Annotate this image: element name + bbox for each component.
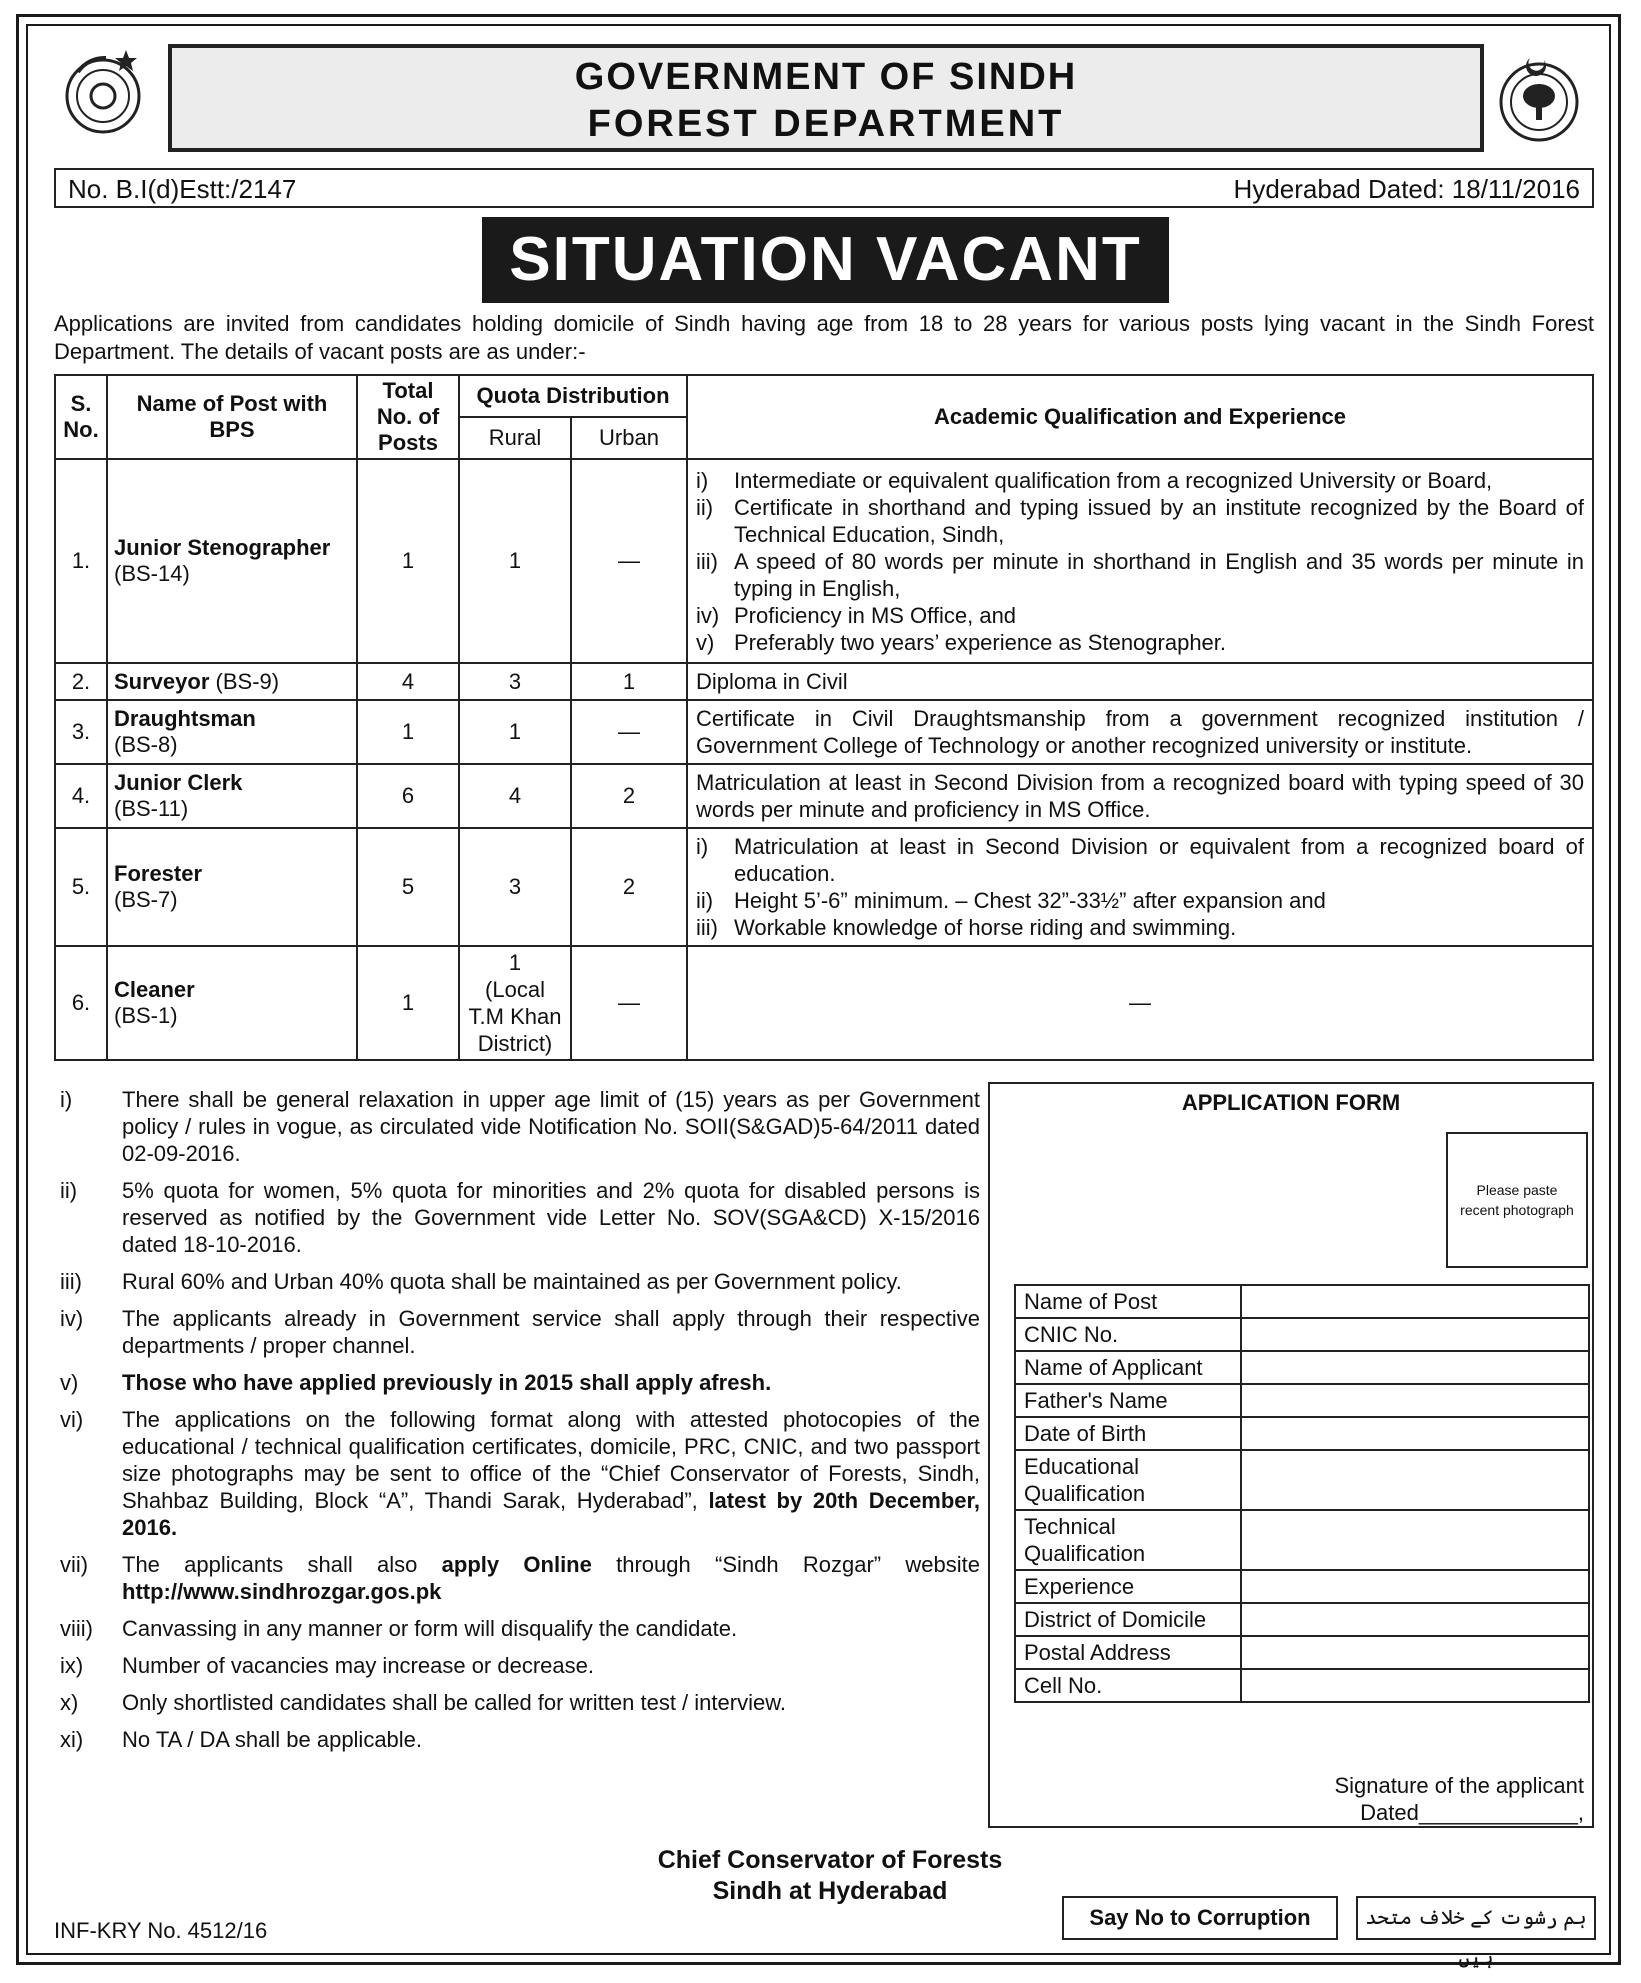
qual-num: iii) <box>696 548 718 574</box>
cell-rural: 1 <box>459 459 571 663</box>
post-name: Cleaner <box>114 977 195 1002</box>
note-text: Rural 60% and Urban 40% quota shall be maintained as per Government policy. <box>122 1269 902 1294</box>
note-text-part: through “Sindh Rozgar” website <box>591 1552 980 1577</box>
field-value[interactable] <box>1241 1351 1589 1384</box>
col-header-total: Total No. of Posts <box>357 375 459 459</box>
cell-sno: 1. <box>55 459 107 663</box>
field-label: Cell No. <box>1015 1669 1241 1702</box>
post-bps: (BS-1) <box>114 1003 178 1028</box>
vacancy-table <box>54 374 1594 1061</box>
field-label: Educational Qualification <box>1015 1450 1241 1510</box>
qual-text: Matriculation at least in Second Division or equivalent from a recognized board of education. <box>734 834 1584 886</box>
qual-text: Certificate in shorthand and typing issued by an institute recognized by the Board of Technical Education, Sindh, <box>734 494 1584 547</box>
rural-line: District) <box>477 1031 553 1056</box>
post-bps: (BS-11) <box>114 796 189 821</box>
post-name: Forester <box>114 861 203 886</box>
header-government: GOVERNMENT OF SINDH <box>574 56 1078 98</box>
form-row <box>1015 1603 1589 1636</box>
qual-item <box>696 548 1584 602</box>
header-department: FOREST DEPARTMENT <box>587 103 1065 145</box>
qual-text: Height 5’-6” minimum. – Chest 32”-33½” after expansion and <box>734 888 1326 913</box>
anti-corruption-badge: Say No to Corruption <box>1062 1896 1338 1940</box>
note-num: v) <box>60 1370 79 1395</box>
note-text: Those who have applied previously in 2015 shall apply afresh. <box>122 1370 772 1395</box>
cell-urban: 1 <box>571 663 687 700</box>
authority-location: Sindh at Hyderabad <box>712 1877 948 1905</box>
note-text: No TA / DA shall be applicable. <box>122 1727 423 1752</box>
cell-sno: 5. <box>55 828 107 946</box>
cell-rural: 3 <box>459 828 571 946</box>
table-row <box>55 764 1593 828</box>
note-num: ii) <box>60 1178 78 1203</box>
list-item <box>60 1652 980 1679</box>
cell-urban: — <box>571 946 687 1060</box>
list-item <box>60 1268 980 1295</box>
field-value[interactable] <box>1241 1636 1589 1669</box>
note-num: iv) <box>60 1306 84 1331</box>
field-label: Date of Birth <box>1015 1417 1241 1450</box>
cell-total: 4 <box>357 663 459 700</box>
rural-line: T.M Khan <box>468 1004 562 1029</box>
post-bps: (BS-9) <box>215 668 280 694</box>
note-text: Canvassing in any manner or form will disqualify the candidate. <box>122 1616 738 1641</box>
qual-item <box>696 494 1584 548</box>
note-apply-online: apply Online <box>441 1552 592 1577</box>
qual-text: Proficiency in MS Office, and <box>734 602 1017 628</box>
table-row <box>55 663 1593 700</box>
form-row <box>1015 1510 1589 1570</box>
cell-urban: 2 <box>571 828 687 946</box>
note-num: viii) <box>60 1616 93 1641</box>
qual-text: Workable knowledge of horse riding and swimming. <box>734 915 1237 940</box>
qual-num: ii) <box>696 888 714 913</box>
page-title: SITUATION VACANT <box>482 217 1169 303</box>
note-num: ix) <box>60 1653 84 1678</box>
cell-qualification <box>687 828 1593 946</box>
cell-qualification: Diploma in Civil <box>687 663 1593 700</box>
qual-text: A speed of 80 words per minute in shorthand in English and 35 words per minute in typing in English, <box>734 548 1584 601</box>
note-text-part: The applications on the following format along with attested photocopies of the educational / technical qualification certificates, domicile, PRC, CNIC, and two passport size photographs may be sent to office of the “Chief Conservator of Forests, Sindh, Shahbaz Building, Block “A”, Thandi Sarak, Hyderabad”, <box>122 1407 980 1513</box>
cell-qualification <box>687 459 1593 663</box>
col-header-urban: Urban <box>571 417 687 459</box>
cell-rural <box>459 946 571 1060</box>
form-fields-table <box>1014 1284 1590 1703</box>
cell-sno: 3. <box>55 700 107 764</box>
list-item <box>60 1369 980 1396</box>
header-box <box>168 44 1484 152</box>
cell-total: 1 <box>357 459 459 663</box>
note-text-part: The applicants shall also <box>122 1552 442 1577</box>
note-deadline: latest by 20th December, 2016. <box>122 1488 981 1540</box>
col-header-post: Name of Post with BPS <box>107 375 357 459</box>
note-text <box>122 1551 980 1605</box>
cell-sno: 6. <box>55 946 107 1060</box>
form-row <box>1015 1318 1589 1351</box>
form-row <box>1015 1384 1589 1417</box>
field-label: CNIC No. <box>1015 1318 1241 1351</box>
cell-urban: — <box>571 459 687 663</box>
note-num: iii) <box>60 1269 82 1294</box>
qual-item <box>696 833 1584 887</box>
inf-number: INF-KRY No. 4512/16 <box>54 1918 268 1943</box>
cell-urban: — <box>571 700 687 764</box>
list-item <box>60 1551 980 1605</box>
qual-num: iv) <box>696 602 720 628</box>
field-value[interactable] <box>1241 1417 1589 1450</box>
cell-qualification: Matriculation at least in Second Division from a recognized board with typing speed of 30 words per minute and proficiency in MS Office. <box>687 764 1593 828</box>
field-label: Technical Qualification <box>1015 1510 1241 1570</box>
qual-num: v) <box>696 629 715 655</box>
post-bps: (BS-7) <box>114 887 178 912</box>
note-text: Only shortlisted candidates shall be called for written test / interview. <box>122 1690 786 1715</box>
note-text: The applicants already in Government service shall apply through their respective departments / proper channel. <box>122 1306 980 1358</box>
qual-item <box>696 629 1584 656</box>
table-row <box>55 946 1593 1060</box>
note-num: vi) <box>60 1407 84 1432</box>
note-text <box>122 1406 980 1541</box>
post-name: Junior Clerk <box>114 770 243 795</box>
form-row <box>1015 1285 1589 1318</box>
post-name: Draughtsman <box>114 706 256 731</box>
col-header-rural: Rural <box>459 417 571 459</box>
field-label: Postal Address <box>1015 1636 1241 1669</box>
qual-text: Preferably two years’ experience as Stenographer. <box>734 629 1227 655</box>
qual-text: Intermediate or equivalent qualification from a recognized University or Board, <box>734 467 1493 493</box>
field-value[interactable] <box>1241 1450 1589 1510</box>
form-row <box>1015 1351 1589 1384</box>
qual-num: ii) <box>696 494 714 520</box>
form-row <box>1015 1669 1589 1702</box>
field-label: Father's Name <box>1015 1384 1241 1417</box>
website-link[interactable]: http://www.sindhrozgar.gos.pk <box>122 1579 442 1604</box>
col-header-sno: S. No. <box>55 375 107 459</box>
photo-instruction: recent photograph <box>1460 1202 1574 1218</box>
photo-box <box>1446 1132 1588 1268</box>
qual-item <box>696 914 1584 941</box>
cell-post <box>107 828 357 946</box>
issuing-authority <box>580 1845 1080 1907</box>
rural-line: 1 <box>508 950 522 975</box>
cell-post <box>107 700 357 764</box>
signature-label: Signature of the applicant <box>1334 1773 1584 1798</box>
qual-item <box>696 602 1584 629</box>
cell-total: 5 <box>357 828 459 946</box>
list-item <box>60 1086 980 1167</box>
application-form <box>988 1082 1594 1828</box>
cell-sno: 4. <box>55 764 107 828</box>
reference-date: Hyderabad Dated: 18/11/2016 <box>1233 174 1580 204</box>
list-item <box>60 1305 980 1359</box>
cell-urban: 2 <box>571 764 687 828</box>
note-num: vii) <box>60 1552 89 1577</box>
col-header-quota: Quota Distribution <box>459 375 687 417</box>
note-num: xi) <box>60 1727 84 1752</box>
qual-item <box>696 467 1584 494</box>
cell-rural: 4 <box>459 764 571 828</box>
cell-total: 6 <box>357 764 459 828</box>
list-item <box>60 1177 980 1258</box>
field-label: Experience <box>1015 1570 1241 1603</box>
field-label: Name of Post <box>1015 1285 1241 1318</box>
note-text: Number of vacancies may increase or decrease. <box>122 1653 594 1678</box>
note-text: There shall be general relaxation in upper age limit of (15) years as per Government policy / rules in vogue, as circulated vide Notification No. SOII(S&GAD)5-64/2011 dated 02-09-2016. <box>122 1087 980 1166</box>
reference-bar <box>54 168 1594 208</box>
intro-paragraph: Applications are invited from candidates holding domicile of Sindh having age from 18 to 28 years for various posts lying vacant in the Sindh Forest Department. The details of vacant posts are as under:- <box>54 311 1594 364</box>
rural-line: (Local <box>485 977 545 1002</box>
post-name: Surveyor <box>114 668 210 694</box>
cell-qualification: — <box>687 946 1593 1060</box>
cell-post <box>107 663 357 700</box>
cell-total: 1 <box>357 946 459 1060</box>
col-header-qualification: Academic Qualification and Experience <box>687 375 1593 459</box>
qual-item <box>696 887 1584 914</box>
cell-rural: 3 <box>459 663 571 700</box>
field-label: Name of Applicant <box>1015 1351 1241 1384</box>
post-bps: (BS-14) <box>114 561 190 586</box>
field-value[interactable] <box>1241 1669 1589 1702</box>
cell-rural: 1 <box>459 700 571 764</box>
field-value[interactable] <box>1241 1510 1589 1570</box>
field-value[interactable] <box>1241 1570 1589 1603</box>
application-form-title: APPLICATION FORM <box>1181 1090 1401 1115</box>
form-row <box>1015 1636 1589 1669</box>
form-row <box>1015 1417 1589 1450</box>
cell-qualification: Certificate in Civil Draughtsmanship from a government recognized institution / Government College of Technology or another recognized university or institute. <box>687 700 1593 764</box>
field-label: District of Domicile <box>1015 1603 1241 1636</box>
list-item <box>60 1615 980 1642</box>
table-row <box>55 828 1593 946</box>
list-item <box>60 1726 980 1753</box>
authority-title: Chief Conservator of Forests <box>657 1846 1003 1874</box>
qual-num: iii) <box>696 915 718 940</box>
table-row <box>55 700 1593 764</box>
cell-post <box>107 946 357 1060</box>
note-num: i) <box>60 1087 73 1112</box>
signature-date: Dated_____________, <box>1360 1800 1584 1825</box>
forest-department-emblem-icon <box>1492 52 1586 146</box>
cell-total: 1 <box>357 700 459 764</box>
field-value[interactable] <box>1241 1384 1589 1417</box>
list-item <box>60 1406 980 1541</box>
post-name: Junior Stenographer <box>114 535 331 560</box>
table-row <box>55 459 1593 663</box>
conditions-list <box>60 1086 980 1763</box>
post-bps: (BS-8) <box>114 732 178 757</box>
field-value[interactable] <box>1241 1318 1589 1351</box>
field-value[interactable] <box>1241 1603 1589 1636</box>
photo-instruction: Please paste <box>1476 1182 1558 1198</box>
reference-number: No. B.I(d)Estt:/2147 <box>68 174 297 204</box>
signature-block <box>1334 1772 1584 1826</box>
form-row <box>1015 1450 1589 1510</box>
field-value[interactable] <box>1241 1285 1589 1318</box>
anti-corruption-urdu-badge: ہم رشوت کے خلاف متحد ہیں <box>1356 1896 1596 1940</box>
sindh-government-emblem-icon <box>56 44 150 138</box>
qual-num: i) <box>696 467 709 493</box>
cell-post <box>107 764 357 828</box>
cell-sno: 2. <box>55 663 107 700</box>
list-item <box>60 1689 980 1716</box>
cell-post <box>107 459 357 663</box>
form-row <box>1015 1570 1589 1603</box>
note-text: 5% quota for women, 5% quota for minorities and 2% quota for disabled persons is reserved as notified by the Government vide Letter No. SOV(SGA&CD) X-15/2016 dated 18-10-2016. <box>122 1178 980 1257</box>
qual-num: i) <box>696 834 709 859</box>
note-num: x) <box>60 1690 79 1715</box>
